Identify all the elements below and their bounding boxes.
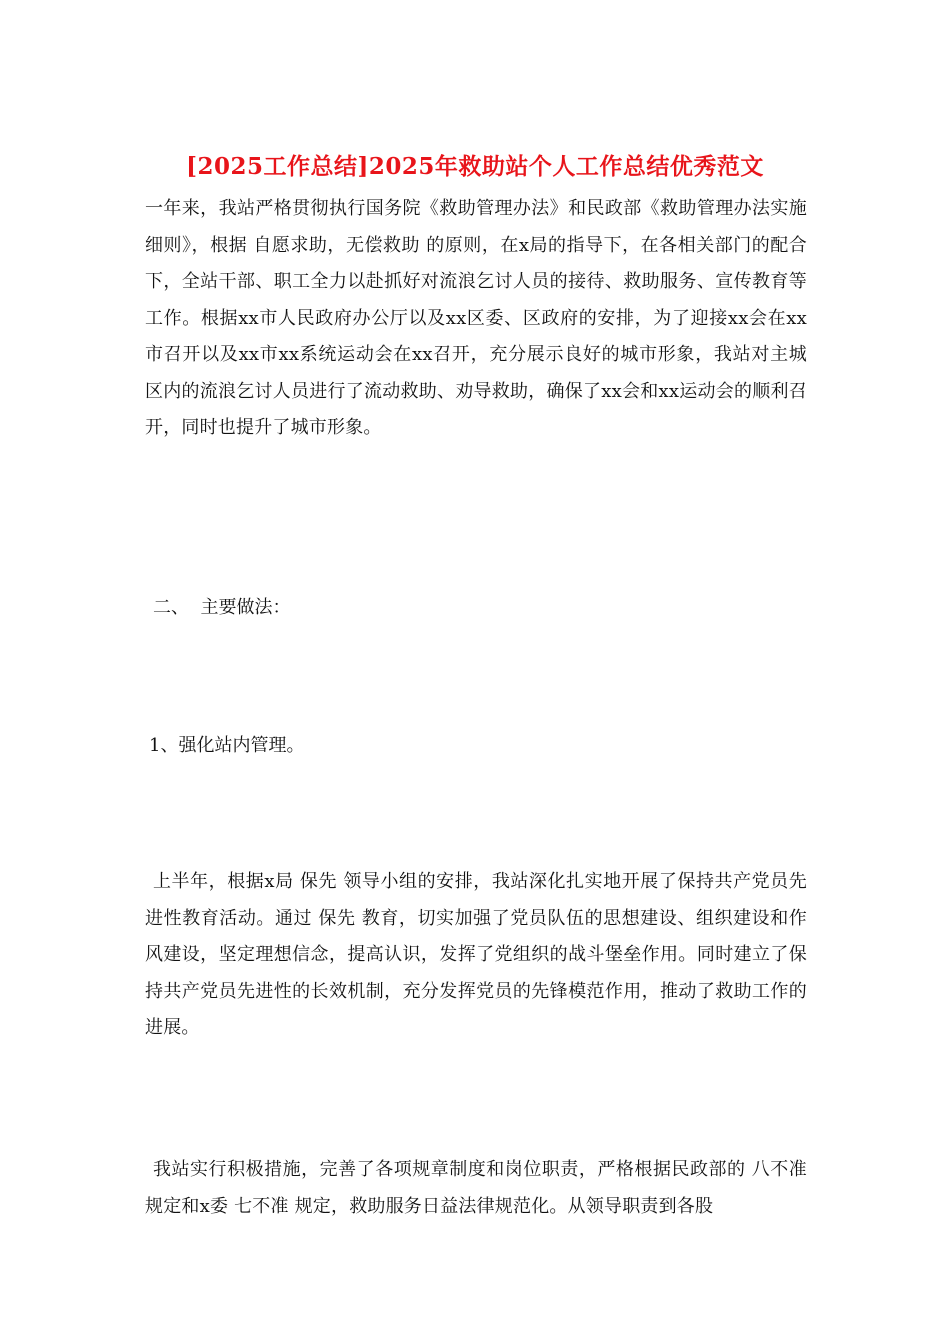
- subheading-strengthen-management: 1、强化站内管理。: [149, 735, 305, 756]
- section-heading: 二、 主要做法：: [153, 597, 291, 618]
- intro-paragraph: 一年来，我站严格贯彻执行国务院《救助管理办法》和民政部《救助管理办法实施细则》，根据 自愿求助，无偿救助 的原则，在x局的指导下，在各相关部门的配合下，全站干部、职工全力以赴抓好对流浪乞讨人员的接待、救助服务、宣传教育等工作。根据xx市人民政府办公厅以及xx区委、区政府的安排，为了迎接xx会在xx市召开以及xx市xx系统运动会在xx召开，充分展示良好的城市形象，我站对主城区内的流浪乞讨人员进行了流动救助、劝导救助，确保了xx会和xx运动会的顺利召开，同时也提升了城市形象。: [145, 198, 807, 438]
- body-paragraph-2: 我站实行积极措施，完善了各项规章制度和岗位职责，严格根据民政部的 八不准 规定和x委 七不准 规定，救助服务日益法律规范化。从领导职责到各股: [145, 1159, 807, 1217]
- document-title: [2025工作总结]2025年救助站个人工作总结优秀范文: [186, 153, 764, 180]
- body-paragraph-1: 上半年，根据x局 保先 领导小组的安排，我站深化扎实地开展了保持共产党员先进性教育活动。通过 保先 教育，切实加强了党员队伍的思想建设、组织建设和作风建设，坚定理想信念，提高认识，发挥了党组织的战斗堡垒作用。同时建立了保持共产党员先进性的长效机制，充分发挥党员的先锋模范作用，推动了救助工作的进展。: [145, 871, 807, 1038]
